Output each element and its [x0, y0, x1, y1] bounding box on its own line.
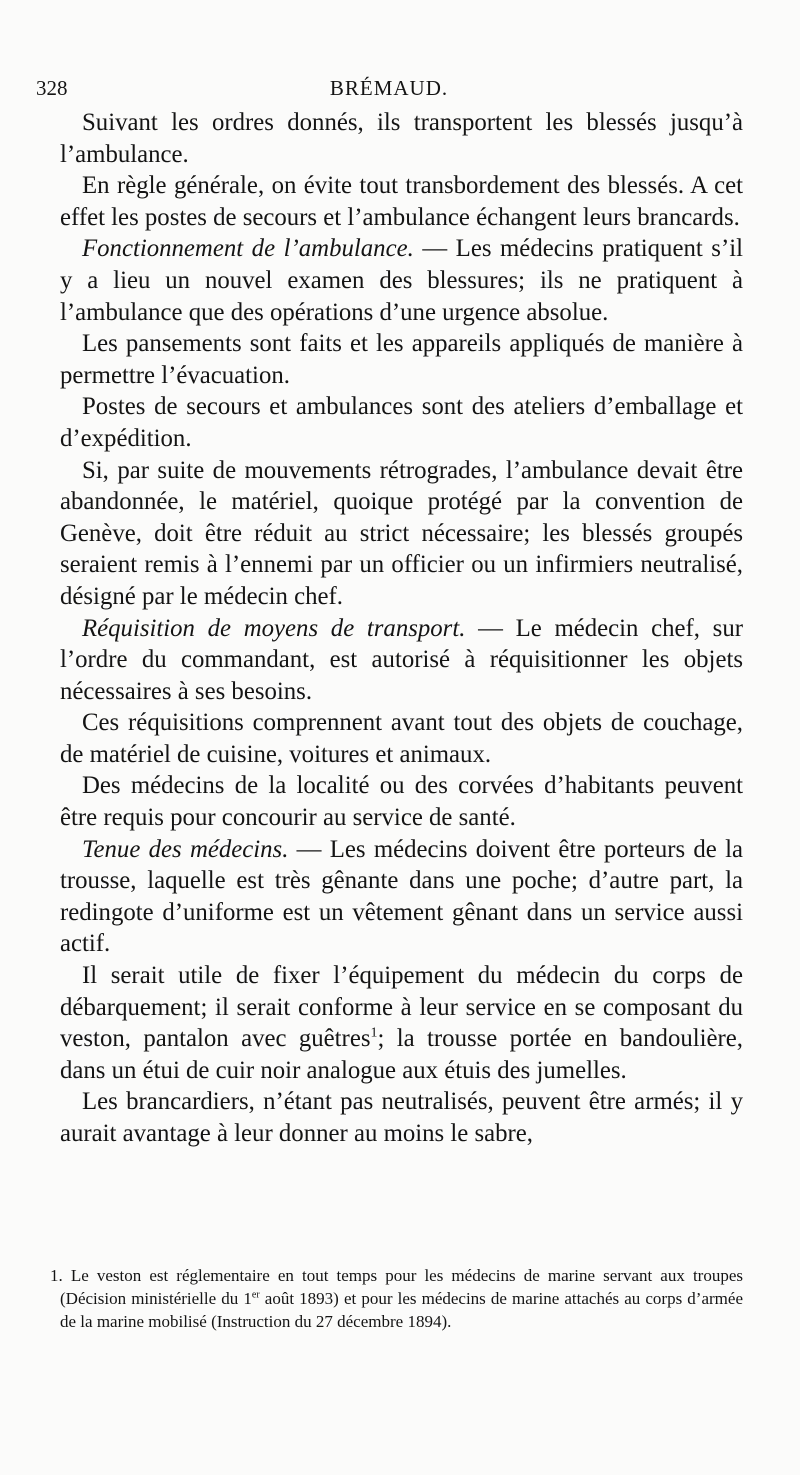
paragraph-text: En règle générale, on évite tout transbordement des blessés. A cet effet les postes de secours et l’ambulance échangent leurs brancards. — [60, 172, 743, 231]
footnote-reference[interactable]: 1 — [370, 1025, 378, 1041]
paragraph — [60, 170, 743, 233]
paragraph-text: Les pansements sont faits et les appareils appliqués de manière à permettre l’évacuation. — [60, 330, 743, 389]
paragraph — [60, 707, 743, 770]
footnote — [50, 1264, 743, 1333]
paragraph — [60, 1086, 743, 1149]
footnote-text: août 1893) et pour les médecins de marine attachés au corps d’armée de la marine mobilisé (Instruction du 27 décembre 1894). — [60, 1289, 743, 1331]
paragraph-text: Ces réquisitions comprennent avant tout des objets de couchage, de matériel de cuisine, voitures et animaux. — [60, 709, 743, 768]
paragraph — [60, 391, 743, 454]
section-heading: Tenue des médecins. — [82, 835, 289, 863]
paragraph-text: — Le médecin chef, sur l’ordre du commandant, est autorisé à réquisitionner les objets nécessaires à ses besoins. — [60, 614, 743, 705]
running-head: BRÉMAUD. — [329, 76, 449, 100]
paragraph-text: ; la trousse portée en bandoulière, dans un étui de cuir noir analogue aux étuis des jumelles. — [60, 1025, 744, 1084]
paragraph — [60, 107, 743, 170]
paragraph — [60, 834, 743, 960]
footnote-text: Le veston est réglementaire en tout temps pour les médecins de marine servant aux troupes (Décision ministérielle du 1 — [60, 1266, 743, 1308]
paragraph-text: — Les médecins doivent être porteurs de la trousse, laquelle est très gênante dans une poche; d’autre part, la redingote d’uniforme est un vêtement gênant dans un service aussi actif. — [60, 835, 743, 958]
paragraph-text: Les brancardiers, n’étant pas neutralisés, peuvent être armés; il y aurait avantage à leur donner au moins le sabre, — [60, 1088, 743, 1147]
paragraph — [60, 328, 743, 391]
page-header — [36, 76, 742, 104]
paragraph — [60, 613, 743, 708]
paragraph-text: Il serait utile de fixer l’équipement du médecin du corps de débarquement; il serait conforme à leur service en se composant du veston, pantalon avec guêtres — [60, 962, 743, 1053]
paragraph-text: Suivant les ordres donnés, ils transportent les blessés jusqu’à l’ambulance. — [60, 109, 743, 168]
paragraph — [60, 770, 743, 833]
footnote-number: 1. — [50, 1266, 63, 1285]
body-text — [60, 107, 743, 1150]
paragraph — [60, 960, 743, 1086]
paragraph — [60, 455, 743, 613]
section-heading: Fonctionnement de l’ambulance. — [82, 235, 414, 263]
paragraph-text: Des médecins de la localité ou des corvées d’habitants peuvent être requis pour concourir au service de santé. — [60, 772, 743, 832]
paragraph — [60, 233, 743, 328]
section-heading: Réquisition de moyens de transport. — [82, 614, 466, 642]
footnote-ordinal: er — [251, 1289, 260, 1301]
paragraph-text: Postes de secours et ambulances sont des ateliers d’emballage et d’expédition. — [60, 393, 743, 452]
page-number: 328 — [36, 76, 68, 100]
footnotes — [50, 1264, 743, 1333]
paragraph-text: Si, par suite de mouvements rétrogrades, l’ambulance devait être abandonnée, le matériel, quoique protégé par la convention de Genève, doit être réduit au strict nécessaire; les blessés groupés seraient remis à l’ennemi par un officier ou un infirmiers neutralisé, désigné par le médecin chef. — [60, 456, 743, 610]
paragraph-text: — Les médecins pratiquent s’il y a lieu un nouvel examen des blessures; ils ne pratiquent à l’ambulance que des opérations d’une urgence absolue. — [60, 235, 743, 326]
